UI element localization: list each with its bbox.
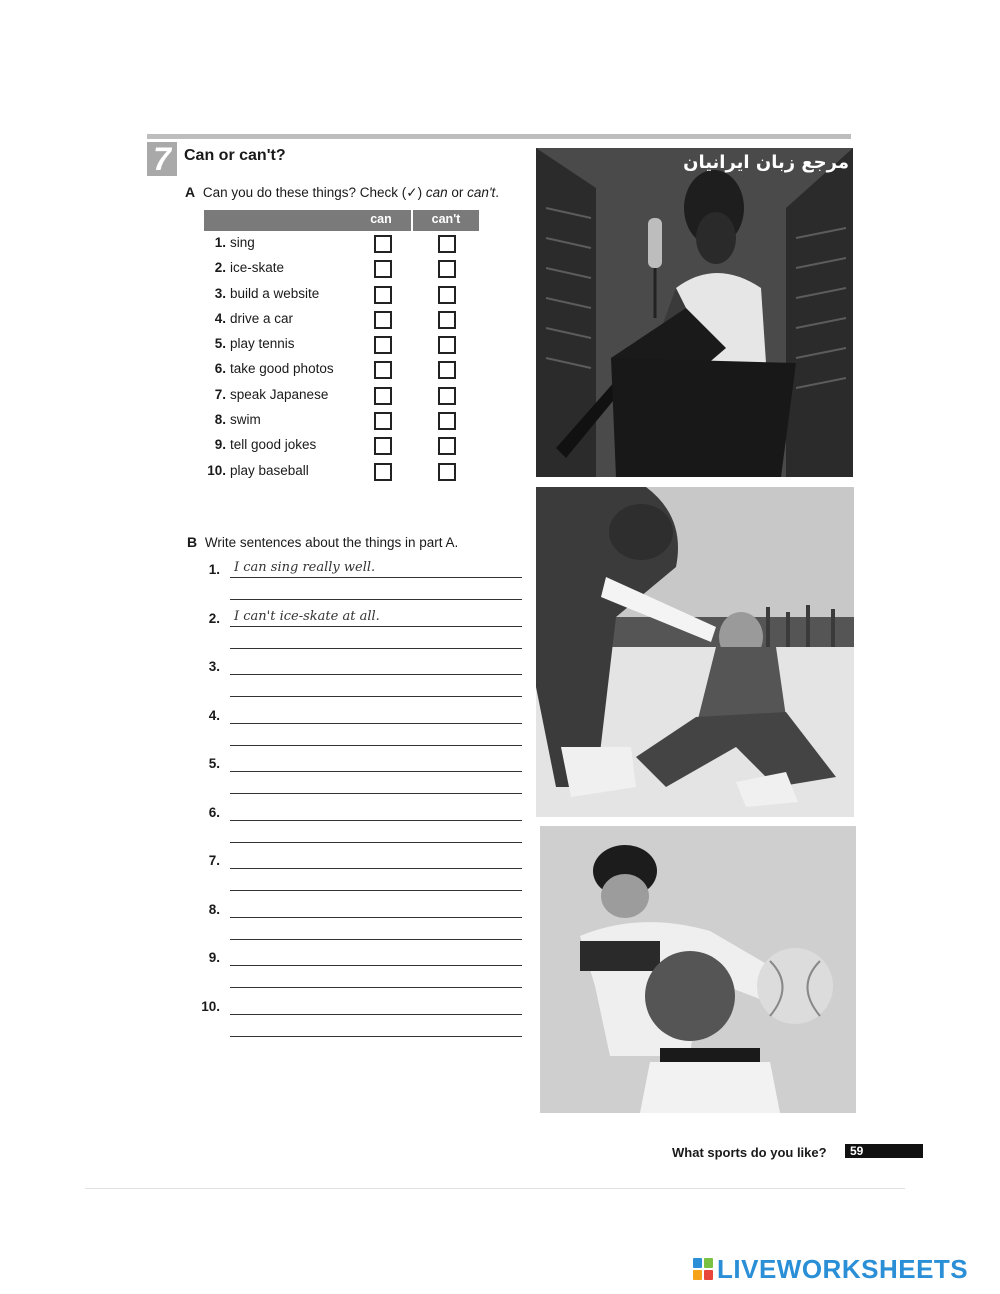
check-row [204,282,479,307]
sentence-number: 1. [208,562,220,577]
sentence-number: 8. [208,901,220,917]
check-row [204,383,479,408]
can-checkbox[interactable] [374,361,392,379]
sentence-extra-line[interactable] [230,793,522,794]
check-row [204,332,479,357]
sentence-answer-line[interactable] [230,900,522,918]
cant-checkbox[interactable] [438,387,456,405]
sentence-number: 10. [201,998,220,1014]
check-rows [204,231,479,484]
sentence-answer-line[interactable] [230,803,522,821]
sentence-item [200,900,525,949]
sentence-extra-line[interactable] [230,939,522,940]
cant-checkbox[interactable] [438,437,456,455]
sentence-number: 4. [208,707,220,723]
can-checkbox[interactable] [374,437,392,455]
can-checkbox[interactable] [374,235,392,253]
can-checkbox[interactable] [374,286,392,304]
part-a-instruction: A Can you do these things? Check (✓) can or can't. [185,184,500,200]
ice-skating-photo [536,487,854,817]
part-a-instruction-text: Can you do these things? Check (✓) [202,185,423,200]
sentence-number: 5. [208,756,220,771]
check-row [204,231,479,256]
header-cant: can't [431,212,461,226]
sentence-item [200,948,525,997]
sentence-answer-line[interactable] [230,948,522,966]
sentence-extra-line[interactable] [230,648,522,649]
check-row-number: 2. [214,260,226,276]
exercise-number: 7 [147,142,177,176]
sentence-number: 6. [208,804,220,820]
check-row-label: ice-skate [230,260,285,276]
can-checkbox[interactable] [374,260,392,278]
sentence-item [200,754,525,803]
check-row-number: 1. [214,235,226,250]
writing-area [200,560,525,1045]
sentence-item [200,560,525,609]
logo-square-orange [693,1270,702,1280]
check-row-number: 9. [214,437,226,453]
sentence-number: 7. [208,853,220,868]
can-checkbox[interactable] [374,463,392,481]
sentence-number: 9. [208,950,220,965]
can-checkbox[interactable] [374,387,392,405]
check-row [204,433,479,458]
part-b-instruction [187,534,458,550]
liveworksheets-logo[interactable] [693,1254,968,1284]
can-checkbox[interactable] [374,412,392,430]
cant-checkbox[interactable] [438,463,456,481]
sentence-item [200,657,525,706]
cant-checkbox[interactable] [438,361,456,379]
can-checkbox[interactable] [374,311,392,329]
top-rule [147,134,851,139]
cant-checkbox[interactable] [438,336,456,354]
sentence-answer-line[interactable]: I can't ice-skate at all. [230,609,522,627]
sentence-answer-line[interactable] [230,754,522,772]
sentence-item [200,851,525,900]
singer-photo-icon [536,148,853,477]
check-row-number: 4. [214,310,226,326]
sentence-answer-line[interactable] [230,851,522,869]
sentence-item [200,609,525,658]
sentence-number: 3. [208,659,220,674]
check-row-label: take good photos [230,361,334,377]
exercise-title: Can or can't? [184,147,286,164]
check-row-label: drive a car [230,310,294,326]
sentence-item [200,997,525,1046]
cant-checkbox[interactable] [438,286,456,304]
part-a-instruction-or: or [451,185,464,200]
sentence-extra-line[interactable] [230,1036,522,1037]
check-table [204,210,479,484]
sentence-extra-line[interactable] [230,890,522,891]
sentence-extra-line[interactable] [230,696,522,697]
check-row [204,459,479,484]
check-table-header [204,210,479,231]
logo-square-green [704,1258,713,1268]
sentence-extra-line[interactable] [230,745,522,746]
part-a-letter: A [185,184,196,200]
header-can: can [370,212,392,226]
can-checkbox[interactable] [374,336,392,354]
check-row-number: 10. [207,462,226,478]
part-b-instruction-text: Write sentences about the things in part A. [204,535,459,550]
sentence-extra-line[interactable] [230,599,522,600]
cant-checkbox[interactable] [438,260,456,278]
footer-title: What sports do you like? [672,1145,827,1160]
check-row-label: tell good jokes [230,437,317,453]
logo-square-red [704,1270,713,1280]
check-row [204,357,479,382]
sentence-answer-line[interactable]: I can sing really well. [230,560,522,578]
check-row-label: play tennis [230,336,295,352]
baseball-photo [540,826,856,1113]
check-row-number: 7. [214,386,226,402]
ice-skating-photo-icon [536,487,854,817]
check-row-label: sing [230,235,255,250]
check-row-number: 6. [214,361,226,377]
check-row-label: swim [230,412,261,428]
check-row [204,307,479,332]
check-row-label: play baseball [230,462,309,478]
logo-square-blue [693,1258,702,1268]
bottom-rule [85,1188,905,1189]
check-row-label: speak Japanese [230,386,329,402]
sentence-item [200,803,525,852]
sentence-number: 2. [208,610,220,626]
part-a-instruction-can: can [425,185,448,200]
part-a-instruction-cant: can't [467,185,496,200]
sentence-answer-line[interactable] [230,657,522,675]
sentence-answer-line[interactable] [230,706,522,724]
liveworksheets-logo-text: LIVEWORKSHEETS [717,1253,969,1284]
check-row-number: 3. [214,285,226,301]
cant-checkbox[interactable] [438,235,456,253]
sentence-item [200,706,525,755]
sentence-answer-line[interactable] [230,997,522,1015]
check-row-number: 5. [214,336,226,352]
check-row-label: build a website [230,285,320,301]
baseball-photo-icon [540,826,856,1113]
page-number: 59 [845,1144,923,1158]
singer-photo [536,148,853,477]
check-row [204,256,479,281]
sentence-extra-line[interactable] [230,987,522,988]
sentence-extra-line[interactable] [230,842,522,843]
liveworksheets-logo-icon [693,1258,713,1280]
header-separator [411,210,413,231]
cant-checkbox[interactable] [438,412,456,430]
watermark-text: مرجع زبان ایرانیان [683,152,849,173]
check-row [204,408,479,433]
part-b-letter: B [187,534,198,550]
cant-checkbox[interactable] [438,311,456,329]
check-row-number: 8. [214,412,226,428]
